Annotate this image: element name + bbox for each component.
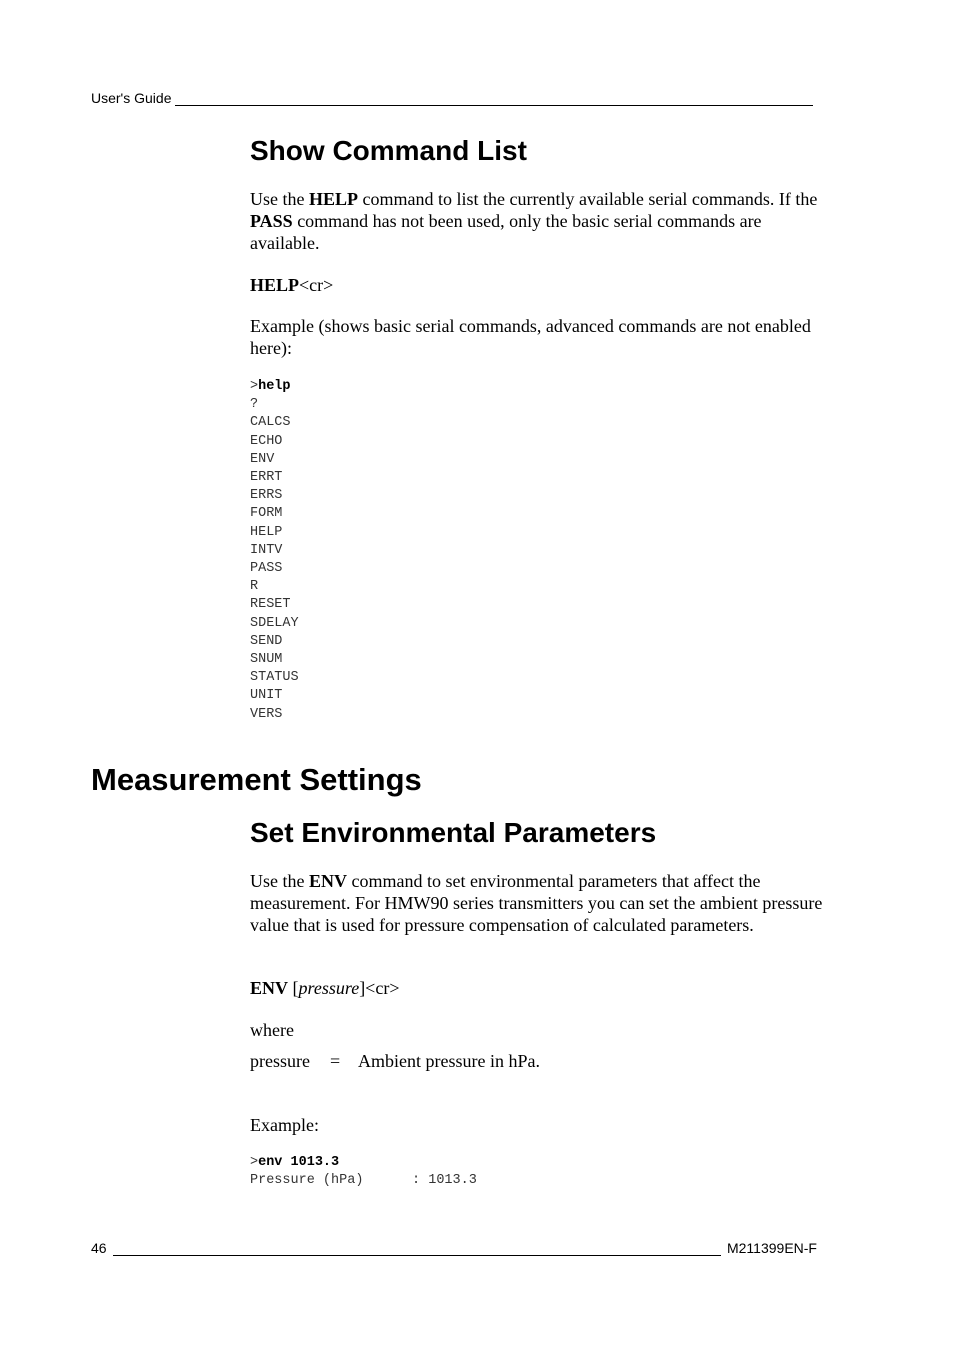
section1-intro (250, 188, 825, 254)
code-prompt: > (250, 379, 259, 394)
command-list-item: PASS (250, 561, 283, 577)
code-output-lines (250, 396, 299, 724)
section2-intro (250, 870, 825, 936)
code-prompt: > (250, 1155, 259, 1170)
env-syntax (250, 977, 825, 999)
text-run: Use the (250, 871, 309, 891)
command-list-item: CALCS (250, 415, 291, 431)
text-run: command to set environmental parameters that affect the measurement. For HMW90 series transmitters you can set the ambient pressure value that is used for pressure compensation of calculated parameters. (250, 871, 823, 935)
command-list-item: ECHO (250, 433, 283, 449)
chapter-title-measurement-settings: Measurement Settings (91, 762, 422, 797)
command-list-item: SEND (250, 633, 283, 649)
where-label: where (250, 1020, 294, 1040)
command-list-item: SNUM (250, 652, 283, 668)
command-list-item: ? (250, 397, 259, 413)
footer-rule (113, 1241, 721, 1256)
section1-example-intro: Example (shows basic serial commands, advanced commands are not enabled here): (250, 316, 811, 358)
env-syntax-command: ENV (250, 978, 289, 998)
header-title: User's Guide (91, 90, 172, 106)
command-list-item: INTV (250, 542, 283, 558)
help-code-block (250, 378, 299, 724)
command-list-item: ERRS (250, 488, 283, 504)
command-keyword: HELP (308, 189, 358, 209)
command-list-item: UNIT (250, 688, 283, 704)
command-list-item: ENV (250, 451, 275, 467)
env-syntax-close: ]<cr> (359, 978, 400, 998)
code-command: help (258, 379, 291, 394)
section-title-show-command-list: Show Command List (250, 135, 527, 166)
parameter-description: Ambient pressure in hPa. (358, 1051, 540, 1071)
command-list-item: HELP (250, 524, 283, 540)
page-header (91, 90, 813, 106)
help-syntax (250, 274, 825, 296)
page-number: 46 (91, 1240, 107, 1256)
command-list-item: STATUS (250, 670, 299, 686)
command-list-item: SDELAY (250, 615, 299, 631)
env-syntax-param: pressure (298, 978, 360, 998)
command-keyword: ENV (308, 871, 347, 891)
code-command-line (250, 378, 299, 396)
command-list-item: FORM (250, 506, 283, 522)
help-syntax-rest: <cr> (299, 275, 334, 295)
env-syntax-open: [ (288, 978, 299, 998)
help-syntax-command: HELP (250, 275, 300, 295)
example-label: Example: (250, 1115, 319, 1135)
command-list-item: RESET (250, 597, 291, 613)
section-title-set-environmental-parameters: Set Environmental Parameters (250, 817, 657, 848)
text-run: command has not been used, only the basic serial commands are available. (250, 211, 762, 253)
text-run: Use the (250, 189, 309, 209)
code-command: env 1013.3 (258, 1155, 340, 1170)
header-rule (175, 91, 813, 106)
document-code: M211399EN-F (726, 1240, 817, 1256)
parameter-equals: = (330, 1051, 341, 1071)
text-run: command to list the currently available serial commands. If the (358, 189, 818, 209)
parameter-definition (250, 1050, 540, 1072)
command-list-item: VERS (250, 706, 283, 722)
parameter-term: pressure (250, 1051, 310, 1071)
command-list-item: ERRT (250, 470, 283, 486)
command-list-item: R (250, 579, 259, 595)
env-code-command-line (250, 1154, 477, 1172)
env-code-output: Pressure (hPa) : 1013.3 (250, 1173, 477, 1189)
command-keyword: PASS (250, 211, 293, 231)
env-code-block (250, 1154, 477, 1190)
page-footer (91, 1240, 817, 1256)
